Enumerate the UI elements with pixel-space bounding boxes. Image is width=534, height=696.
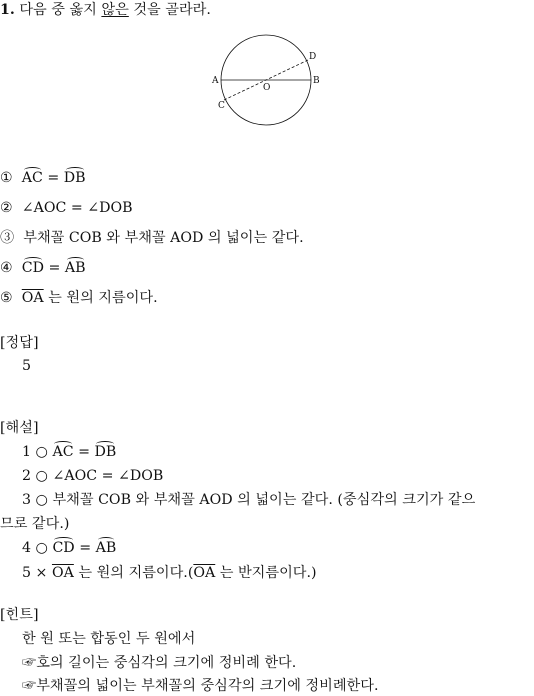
- item-number: 1: [22, 444, 32, 460]
- explanation-item-3: [22, 490, 475, 510]
- question-text-end: 것을 골라라.: [128, 2, 211, 18]
- item-text: 는 반지름이다.): [215, 565, 317, 581]
- option-1: [0, 168, 86, 188]
- correct-mark: ○: [35, 492, 48, 508]
- circle-diagram: [206, 30, 334, 130]
- hint-line-3: ☞부채꼴의 넓이는 부채꼴의 중심각의 크기에 정비례한다.: [22, 678, 379, 694]
- explanation-item-4: [22, 538, 116, 558]
- option-marker: ②: [0, 200, 13, 216]
- correct-mark: ○: [35, 444, 48, 460]
- equals-sign: =: [44, 260, 65, 276]
- item-text: 는 원의 지름이다.(: [73, 565, 194, 581]
- arc-ab: AB: [95, 540, 117, 556]
- arc-ac: AC: [21, 170, 43, 186]
- question-text: 다음 중 옳지: [19, 2, 102, 18]
- arc-db: DB: [94, 444, 117, 460]
- point-label-c: C: [218, 101, 225, 111]
- option-marker: ①: [0, 170, 13, 186]
- item-text: 부채꼴 COB 와 부채꼴 AOD 의 넓이는 같다. (중심각의 크기가 같으: [52, 492, 476, 508]
- point-label-d: D: [309, 52, 317, 62]
- arc-cd: CD: [21, 260, 44, 276]
- option-marker: ③: [0, 230, 15, 246]
- explanation-item-1: [22, 442, 116, 462]
- option-text: 부채꼴 COB 와 부채꼴 AOD 의 넓이는 같다.: [23, 230, 304, 246]
- segment-oa: $\overline{OA}$: [21, 290, 44, 306]
- segment-oa: $\overline{OA}$: [193, 565, 216, 581]
- question-underlined-word: 않은: [101, 2, 129, 18]
- hint-line-1: 한 원 또는 합동인 두 원에서: [22, 631, 196, 647]
- option-text: ∠AOC = ∠DOB: [21, 200, 133, 216]
- equals-sign: =: [73, 444, 95, 460]
- arc-cd: CD: [52, 540, 75, 556]
- point-label-a: A: [212, 76, 219, 86]
- segment-oa: $\overline{OA}$: [51, 565, 74, 581]
- question-line: [0, 0, 211, 20]
- explanation-item-5: [22, 563, 317, 583]
- correct-mark: ○: [35, 540, 48, 556]
- point-label-o: O: [263, 83, 271, 93]
- option-marker: ④: [0, 260, 13, 276]
- option-3: [0, 228, 304, 248]
- answer-value: 5: [22, 358, 32, 374]
- option-text: 는 원의 지름이다.: [43, 290, 158, 306]
- option-marker: ⑤: [0, 290, 13, 306]
- wrong-mark: ×: [35, 565, 48, 581]
- item-number: 5: [22, 565, 32, 581]
- hint-label: [힌트]: [0, 607, 39, 623]
- hint-line-2: ☞호의 길이는 중심각의 크기에 정비례 한다.: [22, 655, 297, 671]
- correct-mark: ○: [35, 468, 48, 484]
- item-text: ∠AOC = ∠DOB: [52, 468, 164, 484]
- arc-ac: AC: [52, 444, 74, 460]
- option-4: [0, 258, 86, 278]
- arc-ab: AB: [64, 260, 86, 276]
- option-5: [0, 288, 158, 308]
- answer-label: [정답]: [0, 335, 39, 351]
- equals-sign: =: [42, 170, 64, 186]
- item-number: 3: [22, 492, 32, 508]
- item-number: 4: [22, 540, 32, 556]
- arc-db: DB: [63, 170, 86, 186]
- explanation-label: [해설]: [0, 420, 39, 436]
- item-number: 2: [22, 468, 32, 484]
- explanation-item-2: [22, 466, 163, 486]
- option-2: [0, 198, 133, 218]
- explanation-item-3-continuation: 므로 같다.): [0, 516, 70, 532]
- question-number: 1.: [0, 2, 15, 18]
- equals-sign: =: [74, 540, 96, 556]
- point-label-b: B: [313, 76, 320, 86]
